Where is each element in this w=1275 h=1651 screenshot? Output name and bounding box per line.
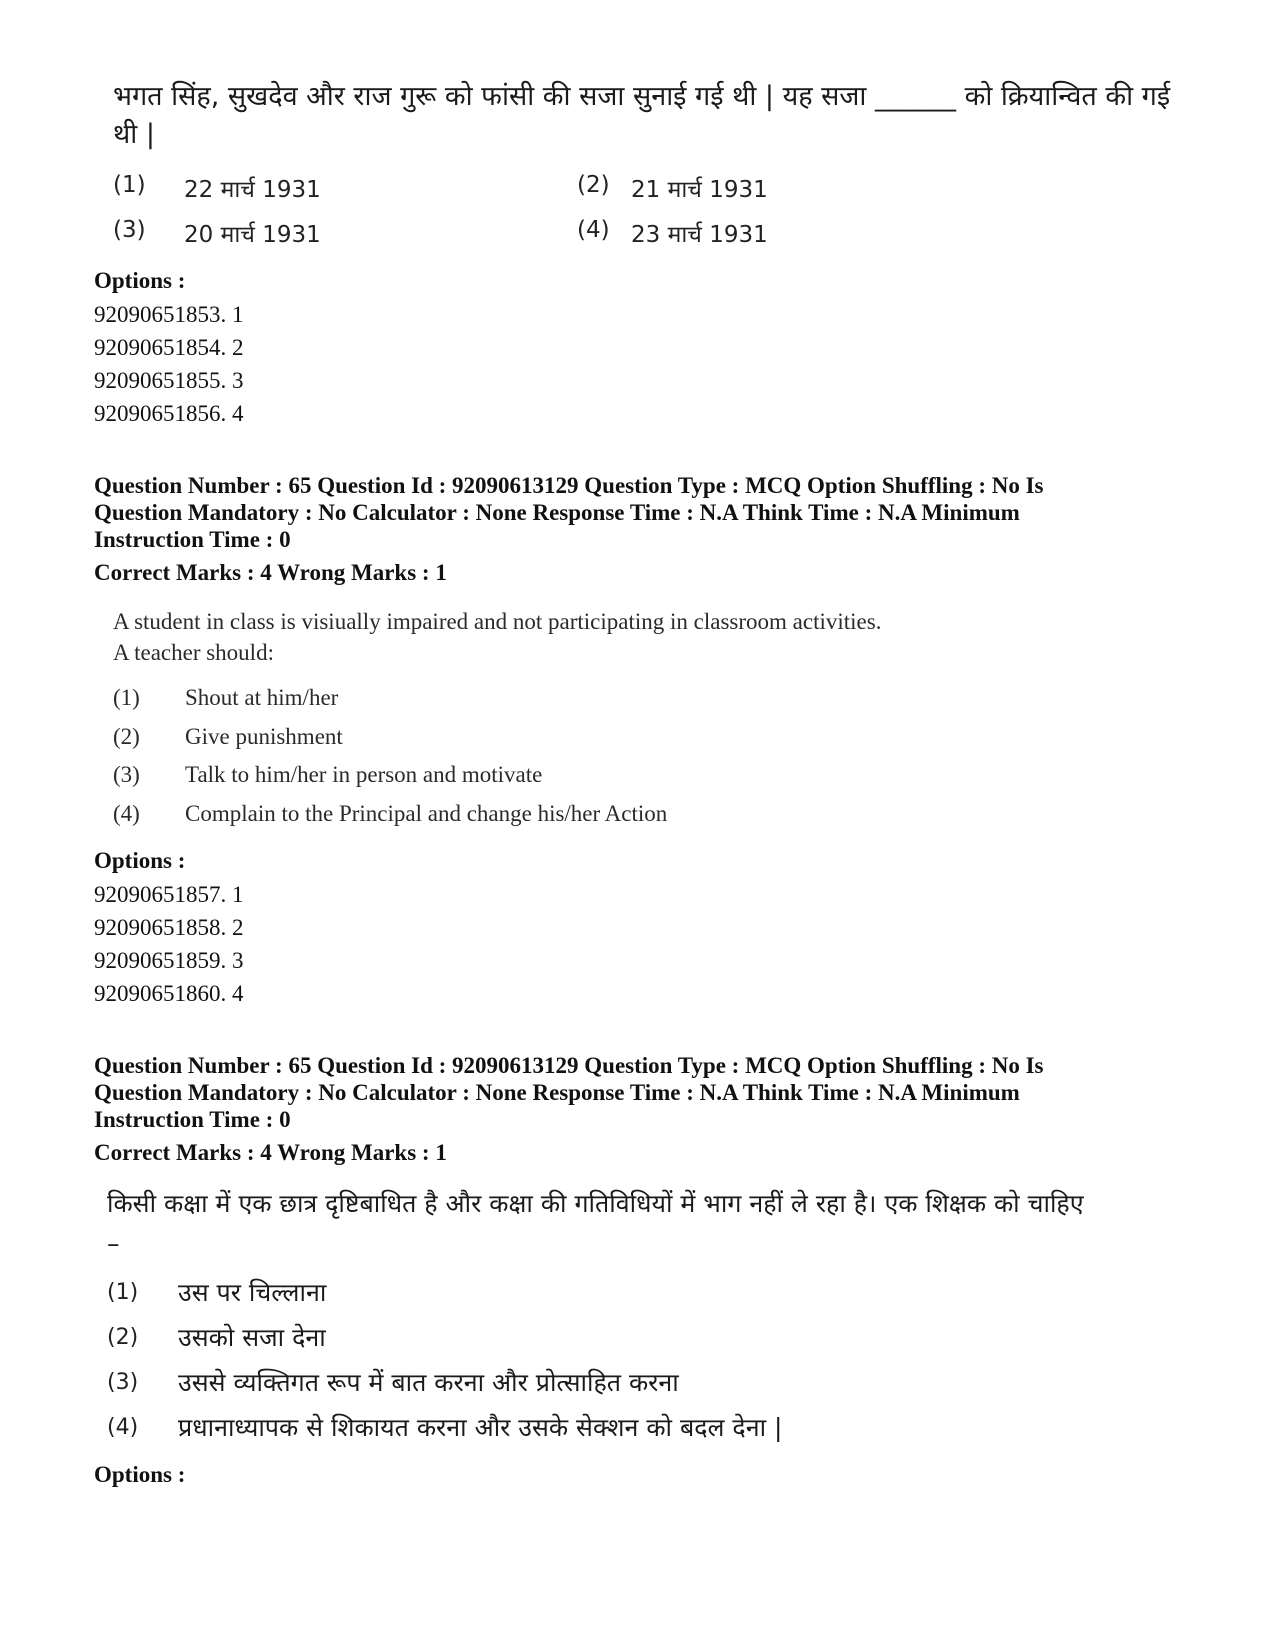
question-meta <box>94 472 1194 553</box>
option-number: (4) <box>107 1415 139 1440</box>
meta-line: Question Number : 65 Question Id : 92090613129 Question Type : MCQ Option Shuffling : No Is <box>94 1053 1044 1078</box>
options-heading: Options : <box>94 1462 186 1487</box>
option-value: उससे व्यक्तिगत रूप में बात करना और प्रोत्साहित करना <box>178 1368 679 1397</box>
option-id-line: 92090651853. 1 <box>94 302 244 327</box>
option-number: (1) <box>113 685 140 710</box>
option-value: उस पर चिल्लाना <box>178 1278 327 1307</box>
option-number: (1) <box>107 1280 139 1305</box>
option-value: 20 मार्च 1931 <box>184 222 321 248</box>
option-value: 23 मार्च 1931 <box>631 222 768 248</box>
marks-line: Correct Marks : 4 Wrong Marks : 1 <box>94 1140 447 1165</box>
option-value: उसको सजा देना <box>178 1323 326 1352</box>
option-number: (2) <box>107 1325 139 1350</box>
question-text-line: थी | <box>113 119 155 150</box>
options-list <box>94 298 244 430</box>
option-id-line: 92090651860. 4 <box>94 981 244 1006</box>
question-text-line: A student in class is visiually impaired and not participating in classroom activities. <box>113 609 882 634</box>
question-text-line: A teacher should: <box>113 640 274 665</box>
option-number: (2) <box>577 172 610 198</box>
question-meta <box>94 1052 1194 1133</box>
question-64-text <box>113 78 1173 154</box>
meta-line: Question Mandatory : No Calculator : None Response Time : N.A Think Time : N.A Minimum <box>94 1080 1020 1105</box>
question-65-text <box>113 606 881 668</box>
meta-line: Question Number : 65 Question Id : 92090613129 Question Type : MCQ Option Shuffling : No Is <box>94 473 1044 498</box>
option-number: (4) <box>577 217 610 243</box>
option-id-line: 92090651858. 2 <box>94 915 244 940</box>
question-text-line: – <box>107 1229 120 1258</box>
option-id-line: 92090651857. 1 <box>94 882 244 907</box>
option-id-line: 92090651855. 3 <box>94 368 244 393</box>
option-number: (3) <box>113 217 146 243</box>
option-number: (3) <box>107 1370 139 1395</box>
meta-line: Instruction Time : 0 <box>94 527 291 552</box>
option-value: Complain to the Principal and change his/her Action <box>185 801 668 826</box>
option-value: प्रधानाध्यापक से शिकायत करना और उसके सेक्शन को बदल देना | <box>178 1413 783 1442</box>
option-number: (4) <box>113 801 140 826</box>
option-number: (2) <box>113 724 140 749</box>
options-list <box>94 878 244 1010</box>
options-heading: Options : <box>94 268 186 293</box>
option-value: Give punishment <box>185 724 343 749</box>
option-value: Shout at him/her <box>185 685 339 710</box>
option-number: (1) <box>113 172 146 198</box>
option-value: 22 मार्च 1931 <box>184 177 321 203</box>
option-id-line: 92090651854. 2 <box>94 335 244 360</box>
option-number: (3) <box>113 762 140 787</box>
question-text-line: किसी कक्षा में एक छात्र दृष्टिबाधित है और कक्षा की गतिविधियों में भाग नहीं ले रहा है। एक शिक्षक को चाहिए <box>107 1189 1084 1218</box>
question-text-line: भगत सिंह, सुखदेव और राज गुरू को फांसी की सजा सुनाई गई थी | यह सजा ______ को क्रियान्वित की गई <box>113 81 1171 112</box>
marks-line: Correct Marks : 4 Wrong Marks : 1 <box>94 560 447 585</box>
option-id-line: 92090651859. 3 <box>94 948 244 973</box>
meta-line: Instruction Time : 0 <box>94 1107 291 1132</box>
options-heading: Options : <box>94 848 186 873</box>
question-65-hindi-text <box>107 1184 1207 1264</box>
option-id-line: 92090651856. 4 <box>94 401 244 426</box>
meta-line: Question Mandatory : No Calculator : None Response Time : N.A Think Time : N.A Minimum <box>94 500 1020 525</box>
option-value: 21 मार्च 1931 <box>631 177 768 203</box>
option-value: Talk to him/her in person and motivate <box>185 762 543 787</box>
